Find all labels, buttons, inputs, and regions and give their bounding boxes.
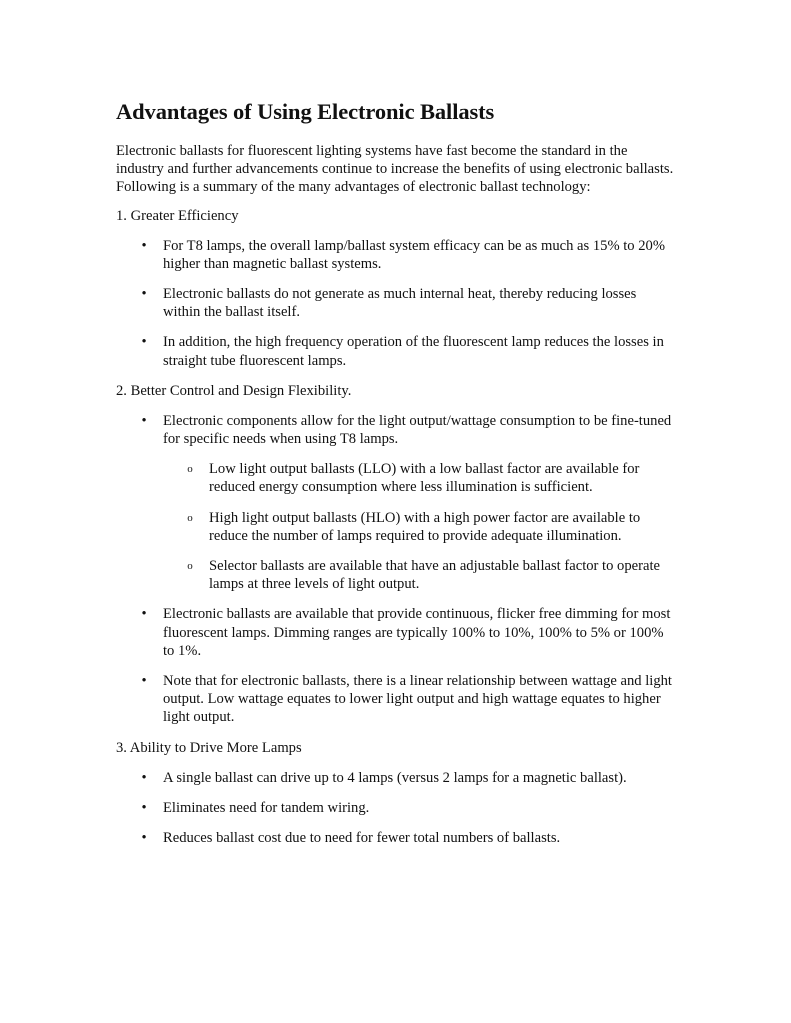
bullet-icon: • [141, 830, 147, 847]
list-item-text: Electronic ballasts do not generate as much internal heat, thereby reducing losses within the ballast itself. [163, 286, 637, 321]
list-item-text: Reduces ballast cost due to need for fewer total numbers of ballasts. [163, 830, 561, 847]
list-item-text: A single ballast can drive up to 4 lamps (versus 2 lamps for a magnetic ballast). [163, 769, 627, 786]
bullet-icon: • [141, 606, 147, 623]
list-item-text: Electronic components allow for the light output/wattage consumption to be fine-tuned for specific needs when using T8 lamps. [163, 412, 672, 448]
bullet-icon: • [141, 412, 147, 429]
list-item-text: Note that for electronic ballasts, there is a linear relationship between wattage and light output. Low wattage equates to lower light output and high wattage equates to higher light output. [163, 673, 672, 726]
bullet-list [116, 769, 676, 848]
list-item [141, 605, 676, 660]
section-heading: 3. Ability to Drive More Lamps [116, 739, 302, 756]
circle-bullet-icon: o [187, 511, 193, 524]
sub-list-item-text: Low light output ballasts (LLO) with a low ballast factor are available for reduced energy consumption where less illumination is sufficient. [209, 461, 640, 496]
sub-list-item [187, 460, 676, 496]
bullet-list [116, 412, 676, 727]
sub-list-item [187, 557, 676, 593]
list-item-text: Eliminates need for tandem wiring. [163, 799, 370, 816]
list-item-text: For T8 lamps, the overall lamp/ballast system efficacy can be as much as 15% to 20% higher than magnetic ballast systems. [163, 237, 666, 272]
section-heading: 2. Better Control and Design Flexibility. [116, 382, 352, 399]
list-item [141, 285, 676, 321]
list-item-text: Electronic ballasts are available that provide continuous, flicker free dimming for most fluorescent lamps. Dimming ranges are typically 100% to 10%, 100% to 5% or 100% to 1%. [163, 606, 671, 659]
list-item [141, 412, 676, 594]
sub-bullet-list [163, 460, 676, 593]
section-greater-efficiency [116, 207, 676, 370]
list-item [141, 799, 676, 817]
section-heading: 1. Greater Efficiency [116, 207, 239, 224]
list-item [141, 672, 676, 727]
list-item [141, 829, 676, 847]
document-page [116, 98, 676, 859]
document-title: Advantages of Using Electronic Ballasts [116, 99, 495, 124]
bullet-icon: • [141, 799, 147, 816]
bullet-icon: • [141, 334, 147, 351]
circle-bullet-icon: o [187, 560, 193, 573]
circle-bullet-icon: o [187, 463, 193, 476]
list-item [141, 769, 676, 787]
section-control-flexibility [116, 382, 676, 727]
bullet-icon: • [141, 769, 147, 786]
bullet-icon: • [141, 237, 147, 254]
sub-list-item-text: Selector ballasts are available that have an adjustable ballast factor to operate lamps at three levels of light output. [209, 558, 660, 593]
bullet-icon: • [141, 286, 147, 303]
list-item-text: In addition, the high frequency operation of the fluorescent lamp reduces the losses in straight tube fluorescent lamps. [163, 334, 664, 369]
list-item [141, 333, 676, 369]
intro-paragraph: Electronic ballasts for fluorescent lighting systems have fast become the standard in the industry and further advancements continue to increase the benefits of using electronic ballasts. Following is a summary of the many advantages of electronic ballast technology: [116, 143, 674, 196]
section-drive-more-lamps [116, 739, 676, 848]
sub-list-item [187, 509, 676, 545]
bullet-list [116, 237, 676, 370]
sub-list-item-text: High light output ballasts (HLO) with a high power factor are available to reduce the number of lamps required to provide adequate illumination. [209, 509, 641, 544]
list-item [141, 237, 676, 273]
bullet-icon: • [141, 673, 147, 690]
